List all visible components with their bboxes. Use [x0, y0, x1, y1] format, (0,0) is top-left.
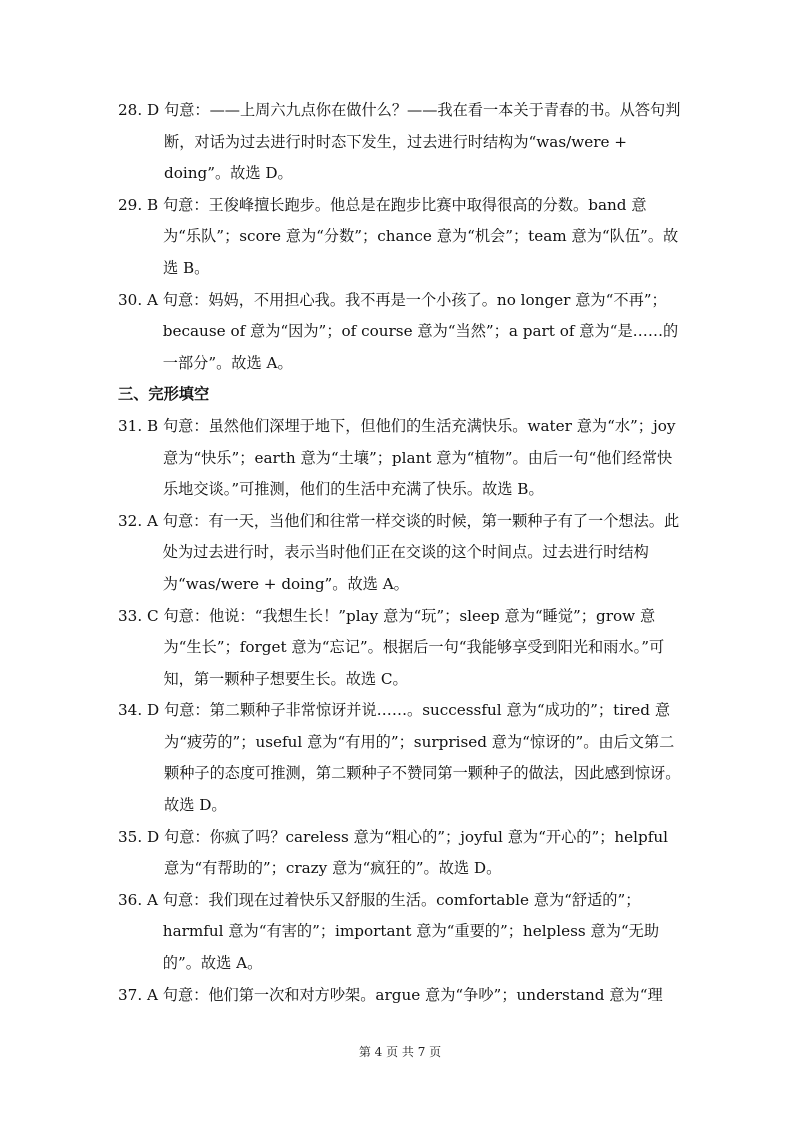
answer-explanation: 句意：妈妈，不用担心我。我不再是一个小孩了。no longer 意为“不再”；because of 意为“因为”；of course 意为“当然”；a part of 意为“是……的一部分”。故选 A。 — [162, 290, 679, 372]
page-footer: 第 4 页 共 7 页 — [358, 1045, 442, 1059]
page-content — [118, 95, 683, 1011]
answer-explanation: 句意：王俊峰擅长跑步。他总是在跑步比赛中取得很高的分数。band 意为“乐队”；score 意为“分数”；chance 意为“机会”；team 意为“队伍”。故选 B。 — [162, 195, 679, 277]
section-title: 三、完形填空 — [118, 385, 210, 404]
answer-explanation: 句意：他说：“我想生长！”play 意为“玩”；sleep 意为“睡觉”；grow 意为“生长”；forget 意为“忘记”。根据后一句“我能够享受到阳光和雨水。”可知，第一颗种子想要生长。故选 C。 — [163, 606, 665, 688]
answer-number: 35. D — [118, 827, 164, 846]
answer-item — [118, 980, 683, 1012]
answer-number: 31. B — [118, 416, 163, 435]
answer-explanation: 句意：虽然他们深埋于地下，但他们的生活充满快乐。water 意为“水”；joy 意为“快乐”；earth 意为“土壤”；plant 意为“植物”。由后一句“他们经常快乐地交谈。”可推测，他们的生活中充满了快乐。故选 B。 — [162, 416, 676, 499]
answer-item — [118, 190, 683, 285]
answer-explanation: 句意：有一天，当他们和往常一样交谈的时候，第一颗种子有了一个想法。此处为过去进行时，表示当时他们正在交谈的这个时间点。过去进行时结构为“was/were + doing”。故选 A。 — [162, 511, 680, 593]
answer-item — [118, 885, 683, 980]
answer-number: 37. A — [118, 985, 163, 1004]
answer-number: 28. D — [118, 101, 164, 119]
answer-number: 34. D — [118, 701, 164, 720]
answer-list — [118, 411, 683, 1011]
answer-item — [118, 506, 683, 601]
answer-explanation: 句意：我们现在过着快乐又舒服的生活。comfortable 意为“舒适的”；harmful 意为“有害的”；important 意为“重要的”；helpless 意为“无助的”。故选 A。 — [162, 890, 660, 973]
answer-item — [118, 695, 683, 821]
answer-number: 33. C — [118, 606, 164, 625]
answer-explanation: 句意：第二颗种子非常惊讶并说……。successful 意为“成功的”；tired 意为“疲劳的”；useful 意为“有用的”；surprised 意为“惊讶的”。由后文第二颗种子的态度可推测，第二颗种子不赞同第一颗种子的做法，因此感到惊讶。故选 D。 — [164, 701, 681, 815]
answer-explanation: 句意：——上周六九点你在做什么？——我在看一本关于青春的书。从答句判断，对话为过去进行时时态下发生，过去进行时结构为“was/were + doing”。故选 D。 — [164, 101, 681, 183]
answer-explanation: 句意：你疯了吗？careless 意为“粗心的”；joyful 意为“开心的”；helpful 意为“有帮助的”；crazy 意为“疯狂的”。故选 D。 — [164, 827, 669, 878]
answer-number: 29. B — [118, 195, 163, 214]
answer-item — [118, 822, 683, 885]
answer-number: 30. A — [118, 290, 163, 309]
answer-number: 36. A — [118, 890, 163, 909]
answer-explanation: 句意：他们第一次和对方吵架。argue 意为“争吵”；understand 意为“理 — [162, 985, 663, 1004]
answer-item — [118, 95, 683, 190]
answer-item — [118, 411, 683, 506]
answer-item — [118, 285, 683, 380]
answer-number: 32. A — [118, 511, 163, 530]
answer-item — [118, 601, 683, 696]
answer-list — [118, 95, 683, 379]
